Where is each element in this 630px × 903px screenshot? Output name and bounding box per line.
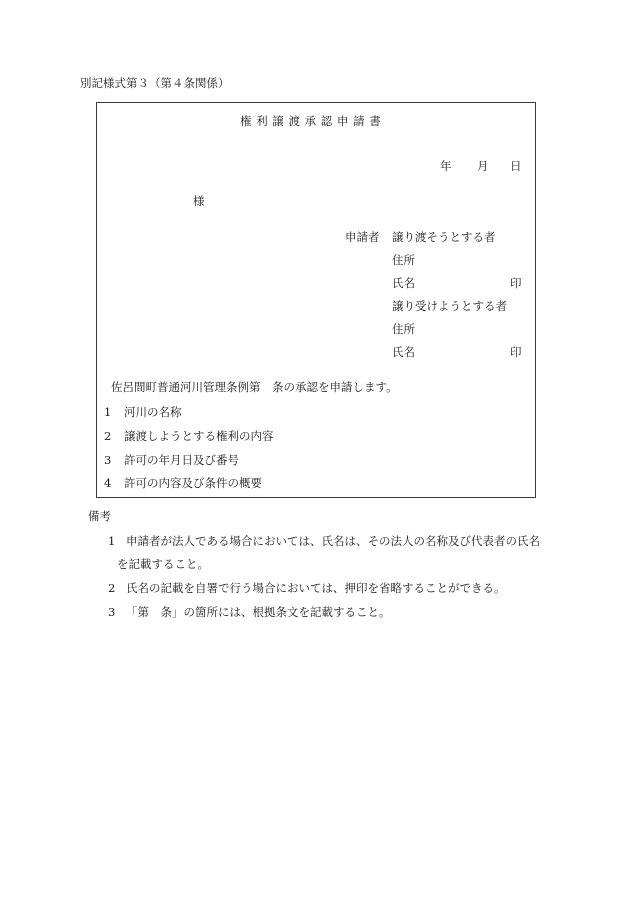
- item-river-name: 河川の名称: [124, 405, 182, 419]
- item-permit-conditions: 許可の内容及び条件の概要: [124, 476, 262, 490]
- notes-heading: 備考: [88, 509, 111, 523]
- note-text-continuation: を記載すること。: [117, 557, 209, 571]
- applicant-label: 申請者: [345, 230, 380, 244]
- date-day-label: 日: [510, 159, 522, 173]
- item-right-content: 譲渡しようとする権利の内容: [124, 429, 274, 443]
- date-month-label: 月: [477, 159, 489, 173]
- item-permit-date: 許可の年月日及び番号: [124, 453, 239, 467]
- date-year-label: 年: [440, 159, 452, 173]
- assignor-name-label: 氏名: [392, 276, 415, 290]
- assignee-address-label: 住所: [392, 322, 415, 336]
- item-number: 1: [104, 405, 112, 419]
- note-number: 2: [108, 581, 116, 595]
- item-number: 3: [104, 453, 112, 467]
- note-text: 氏名の記載を自署で行う場合においては、押印を省略することができる。: [126, 581, 506, 595]
- document-title: 権 利 譲 渡 承 認 申 請 書: [240, 114, 382, 128]
- addressee-suffix: 様: [193, 194, 205, 208]
- note-number: 3: [108, 605, 116, 619]
- assignee-title: 譲り受けようとする者: [392, 299, 507, 313]
- assignee-name-label: 氏名: [392, 345, 415, 359]
- assignor-seal-mark: 印: [510, 276, 522, 290]
- assignor-title: 譲り渡そうとする者: [392, 230, 496, 244]
- note-text: 申請者が法人である場合においては、氏名は、その法人の名称及び代表者の氏名: [126, 534, 540, 548]
- assignee-seal-mark: 印: [510, 345, 522, 359]
- note-text: 「第 条」の箇所には、根拠条文を記載すること。: [126, 605, 391, 619]
- form-label: 別記様式第３（第４条関係）: [80, 76, 230, 90]
- item-number: 2: [104, 429, 112, 443]
- assignor-address-label: 住所: [392, 253, 415, 267]
- application-statement: 佐呂間町普通河川管理条例第 条の承認を申請します。: [111, 380, 398, 394]
- note-number: 1: [108, 534, 116, 548]
- item-number: 4: [104, 476, 112, 490]
